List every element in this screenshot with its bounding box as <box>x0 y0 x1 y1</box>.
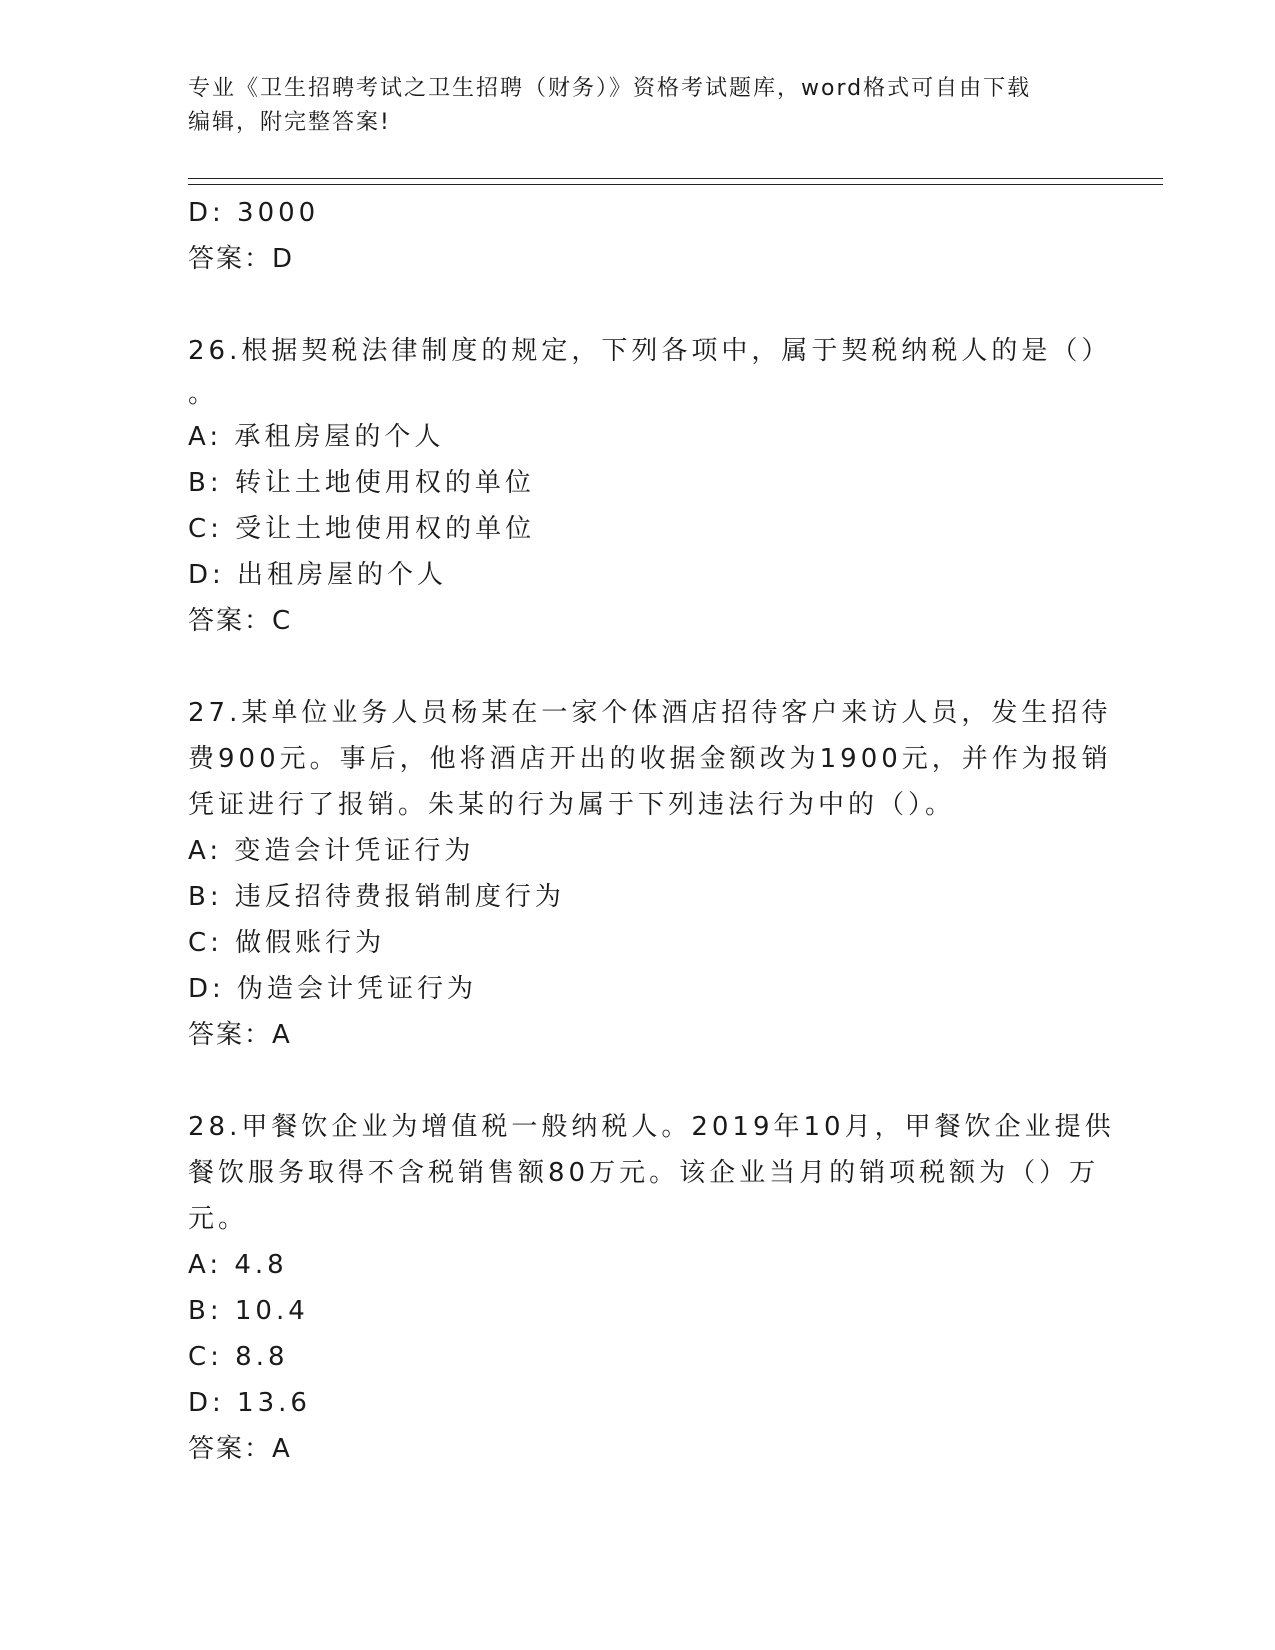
option-c: C: 做假账行为 <box>188 928 386 958</box>
question-26 <box>188 328 1112 644</box>
option-b: B: 转让土地使用权的单位 <box>188 468 535 498</box>
header-line-1: 专业《卫生招聘考试之卫生招聘（财务）》资格考试题库，word格式可自由下载 <box>188 76 1032 101</box>
question-list <box>188 190 1115 1472</box>
answer-label: 答案：D <box>188 244 295 274</box>
option-d: D: 出租房屋的个人 <box>188 560 448 590</box>
option-d: D: 3000 <box>188 198 320 228</box>
option-b: B: 10.4 <box>188 1296 309 1326</box>
answer-label: 答案：A <box>188 1020 292 1050</box>
question-27 <box>188 690 1112 1058</box>
option-c: C: 8.8 <box>188 1342 289 1372</box>
option-a: A: 承租房屋的个人 <box>188 422 445 452</box>
answer-label: 答案：C <box>188 606 293 636</box>
question-stem: 费900元。事后，他将酒店开出的收据金额改为1900元，并作为报销 <box>188 744 1112 774</box>
header-line-2: 编辑，附完整答案! <box>188 110 391 135</box>
question-28 <box>188 1104 1115 1472</box>
option-c: C: 受让土地使用权的单位 <box>188 514 536 544</box>
question-stem: 凭证进行了报销。朱某的行为属于下列违法行为中的（）。 <box>188 790 956 820</box>
option-a: A: 4.8 <box>188 1250 288 1280</box>
question-stem: 26.根据契税法律制度的规定，下列各项中，属于契税纳税人的是（） <box>188 336 1112 366</box>
header-divider <box>188 178 1163 185</box>
question-stem: 。 <box>188 379 219 409</box>
answer-label: 答案：A <box>188 1434 292 1464</box>
question-stem: 27.某单位业务人员杨某在一家个体酒店招待客户来访人员，发生招待 <box>188 698 1112 728</box>
question-stem: 餐饮服务取得不含税销售额80万元。该企业当月的销项税额为（）万 <box>188 1158 1100 1188</box>
previous-question <box>188 190 1088 282</box>
option-a: A: 变造会计凭证行为 <box>188 836 475 866</box>
question-stem: 28.甲餐饮企业为增值税一般纳税人。2019年10月，甲餐饮企业提供 <box>188 1112 1115 1142</box>
document-header <box>188 72 1088 140</box>
spacer <box>188 1058 1088 1104</box>
spacer <box>188 282 1088 328</box>
option-d: D: 13.6 <box>188 1388 311 1418</box>
question-stem: 元。 <box>188 1204 249 1234</box>
option-d: D: 伪造会计凭证行为 <box>188 974 478 1004</box>
option-b: B: 违反招待费报销制度行为 <box>188 882 565 912</box>
spacer <box>188 644 1088 690</box>
